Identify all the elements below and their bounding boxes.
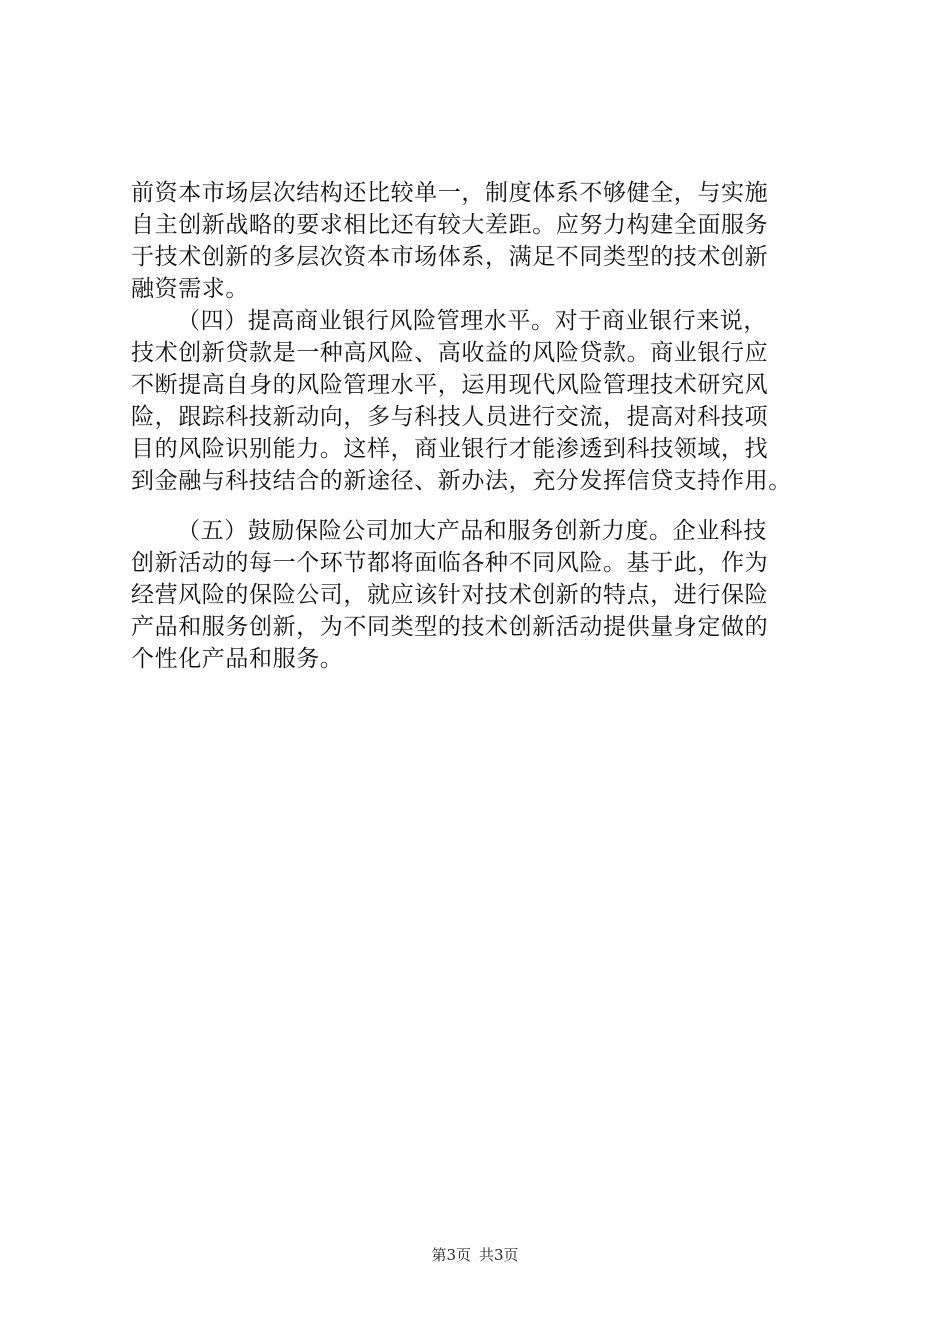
paragraph-line: 经营风险的保险公司，就应该针对技术创新的特点，进行保险	[131, 582, 769, 608]
paragraph-line: 产品和服务创新，为不同类型的技术创新活动提供量身定做的	[131, 614, 769, 640]
page-number-total: 共3页	[479, 1246, 519, 1264]
page-number-current: 第3页	[431, 1246, 471, 1264]
paragraph-line: 创新活动的每一个环节都将面临各种不同风险。基于此，作为	[131, 550, 769, 576]
paragraph-bank-risk-management	[131, 305, 831, 497]
paragraph-insurance-innovation	[131, 515, 831, 675]
paragraph-line: 于技术创新的多层次资本市场体系，满足不同类型的技术创新	[131, 244, 769, 270]
paragraph-line: 险，跟踪科技新动向，多与科技人员进行交流，提高对科技项	[131, 404, 769, 430]
paragraph-line: （五）鼓励保险公司加大产品和服务创新力度。企业科技	[177, 518, 767, 544]
paragraph-line: 不断提高自身的风险管理水平，运用现代风险管理技术研究风	[131, 372, 769, 398]
paragraph-line: 融资需求。	[131, 276, 249, 302]
paragraph-line: 自主创新战略的要求相比还有较大差距。应努力构建全面服务	[131, 212, 769, 238]
paragraph-capital-market	[131, 177, 831, 305]
page-footer	[0, 1245, 950, 1265]
paragraph-line: 个性化产品和服务。	[131, 646, 344, 672]
paragraph-line: 前资本市场层次结构还比较单一，制度体系不够健全，与实施	[131, 180, 769, 206]
paragraph-line: 目的风险识别能力。这样，商业银行才能渗透到科技领域，找	[131, 436, 769, 462]
paragraph-line: （四）提高商业银行风险管理水平。对于商业银行来说，	[177, 308, 767, 334]
paragraph-line: 到金融与科技结合的新途径、新办法，充分发挥信贷支持作用。	[131, 468, 792, 494]
paragraph-line: 技术创新贷款是一种高风险、高收益的风险贷款。商业银行应	[131, 340, 769, 366]
